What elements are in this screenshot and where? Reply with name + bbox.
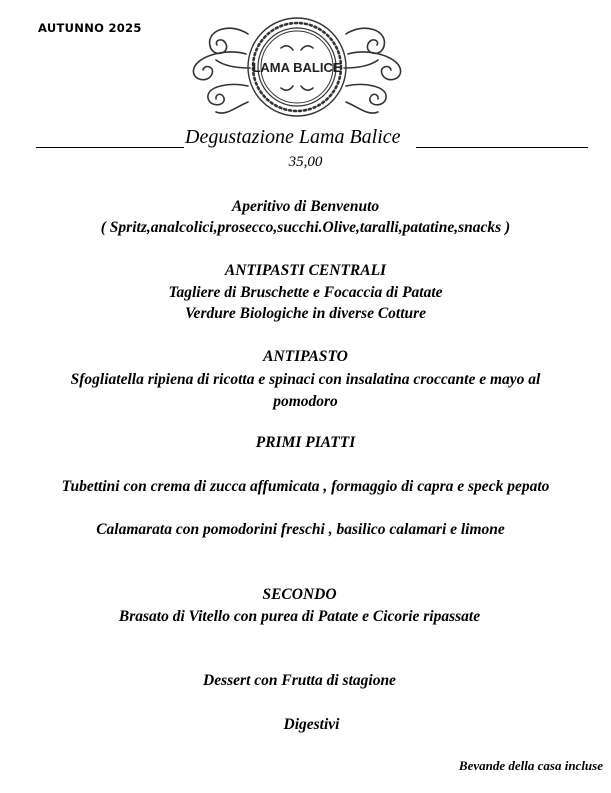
primi-heading: PRIMI PIATTI <box>255 434 356 451</box>
antipasto-item-line2: pomodoro <box>273 393 338 410</box>
footer-note: Bevande della casa incluse <box>458 758 603 773</box>
secondo-item: Brasato di Vitello con purea di Patate e Cicorie ripassate <box>118 608 481 625</box>
menu-title: Degustazione Lama Balice <box>185 126 401 148</box>
antipasti-centrali-heading: ANTIPASTI CENTRALI <box>224 262 387 279</box>
menu-price: 35,00 <box>288 154 323 170</box>
title-rule-left <box>36 147 184 148</box>
welcome-detail: ( Spritz,analcolici,prosecco,succhi.Olive,taralli,patatine,snacks ) <box>100 219 511 236</box>
primi-item: Calamarata con pomodorini freschi , basilico calamari e limone <box>96 521 505 538</box>
title-rule-right <box>416 147 588 148</box>
season-label: AUTUNNO 2025 <box>38 21 142 35</box>
welcome-title: Aperitivo di Benvenuto <box>231 198 380 215</box>
dessert-item: Dessert con Frutta di stagione <box>203 672 396 689</box>
secondo-heading: SECONDO <box>262 586 337 603</box>
digestivi-item: Digestivi <box>283 716 340 733</box>
antipasti-centrali-item: Tagliere di Bruschette e Focaccia di Patate <box>168 284 443 301</box>
primi-item: Tubettini con crema di zucca affumicata , formaggio di capra e speck pepato <box>61 478 550 495</box>
antipasto-item-line1: Sfogliatella ripiena di ricotta e spinaci con insalatina croccante e mayo al <box>70 371 541 388</box>
ornamental-frame-logo <box>186 12 408 122</box>
menu-title-line <box>34 125 594 151</box>
antipasto-heading: ANTIPASTO <box>263 348 348 365</box>
logo-text: LAMA BALICE <box>252 60 342 75</box>
antipasti-centrali-item: Verdure Biologiche in diverse Cotture <box>184 305 427 322</box>
